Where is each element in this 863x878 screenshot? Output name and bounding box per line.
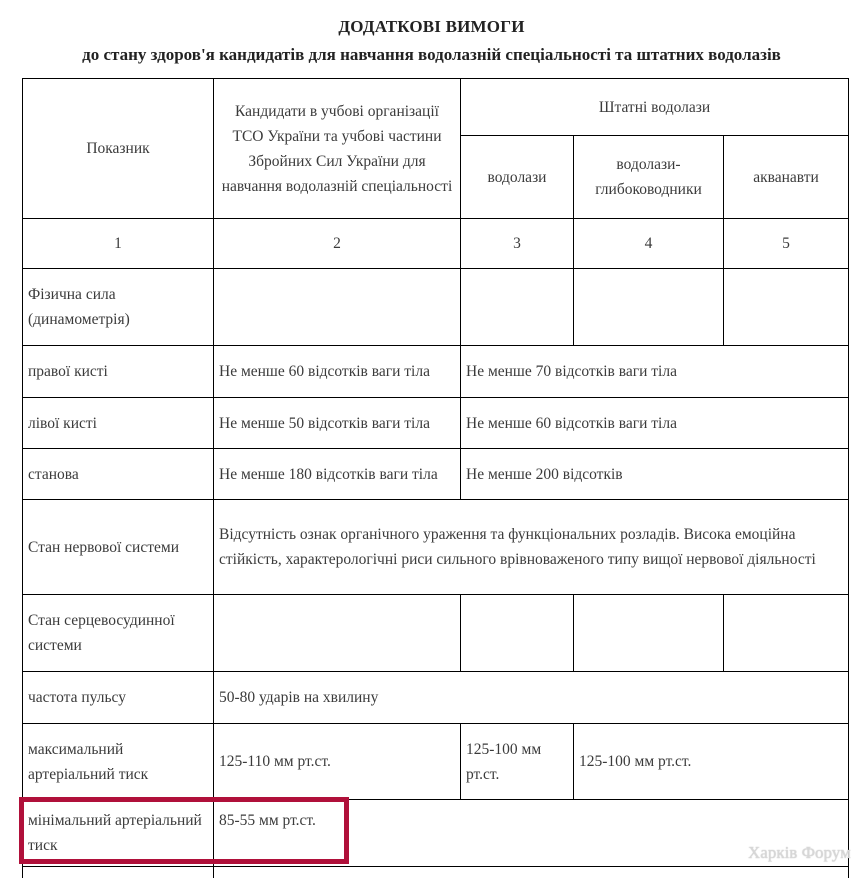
value-candidates: Не менше 180 відсотків ваги тіла: [214, 449, 461, 500]
empty-cell: [574, 269, 724, 346]
row-label: частота пульсу: [23, 672, 214, 724]
header-indicator: Показник: [23, 79, 214, 219]
empty-cell: [574, 595, 724, 672]
value-candidates: Не менше 60 відсотків ваги тіла: [214, 346, 461, 398]
value-staff: Не менше 70 відсотків ваги тіла: [461, 346, 849, 398]
row-left-hand: [23, 398, 849, 449]
row-label: правої кисті: [23, 346, 214, 398]
value-staff: Не менше 200 відсотків: [461, 449, 849, 500]
header-deep-divers: водолази-глибоководники: [574, 136, 724, 219]
empty-cell: [23, 867, 214, 878]
header-row-1: [23, 79, 849, 136]
row-label: мінімальний артеріальний тиск: [23, 800, 214, 867]
value-candidates: 125-110 мм рт.ст.: [214, 724, 461, 800]
value-staff: Не менше 60 відсотків ваги тіла: [461, 398, 849, 449]
row-label: лівої кисті: [23, 398, 214, 449]
row-label: Стан нервової системи: [23, 500, 214, 595]
row-right-hand: [23, 346, 849, 398]
row-min-pressure: [23, 800, 849, 867]
row-label: максимальний артеріальний тиск: [23, 724, 214, 800]
header-staff-group: Штатні водолази: [461, 79, 849, 136]
value-all-columns: Відсутність ознак органічного ураження та функціональних розладів. Висока емоційна стійкість, характерологічні риси сильного врівноваженого типу вищої нервової діяльності: [214, 500, 849, 595]
document-subtitle: до стану здоров'я кандидатів для навчання водолазній спеціальності та штатних водолазів: [82, 45, 781, 64]
value-candidates: Не менше 50 відсотків ваги тіла: [214, 398, 461, 449]
document-title: ДОДАТКОВІ ВИМОГИ: [338, 17, 525, 36]
col-number-5: 5: [724, 219, 849, 269]
empty-cell: [461, 269, 574, 346]
row-physical-strength: [23, 269, 849, 346]
row-pulse: [23, 672, 849, 724]
empty-cell: [214, 595, 461, 672]
empty-cell: [724, 595, 849, 672]
col-number-1: 1: [23, 219, 214, 269]
value-all-columns: 50-80 ударів на хвилину: [214, 672, 849, 724]
row-label: Фізична сила (динамометрія): [23, 269, 214, 346]
requirements-table: [22, 78, 849, 878]
empty-cell: [214, 269, 461, 346]
row-max-pressure: [23, 724, 849, 800]
row-cardiovascular: [23, 595, 849, 672]
row-label: Стан серцевосудинної системи: [23, 595, 214, 672]
header-candidates: Кандидати в учбові організації ТСО України та учбові частини Збройних Сил України для навчання водолазній спеціальності: [214, 79, 461, 219]
col-number-2: 2: [214, 219, 461, 269]
row-label: станова: [23, 449, 214, 500]
watermark-text: Харків Форум: [748, 843, 851, 862]
empty-cell: [724, 269, 849, 346]
value-deep-aquanauts: 125-100 мм рт.ст.: [574, 724, 849, 800]
row-deadlift: [23, 449, 849, 500]
value-min-pressure: 85-55 мм рт.ст.: [214, 800, 849, 867]
col-number-4: 4: [574, 219, 724, 269]
row-nervous-system: [23, 500, 849, 595]
row-partial: [23, 867, 849, 878]
empty-cell: [214, 867, 849, 878]
col-number-3: 3: [461, 219, 574, 269]
value-divers: 125-100 мм рт.ст.: [461, 724, 574, 800]
header-divers: водолази: [461, 136, 574, 219]
column-number-row: [23, 219, 849, 269]
header-aquanauts: акванавти: [724, 136, 849, 219]
empty-cell: [461, 595, 574, 672]
